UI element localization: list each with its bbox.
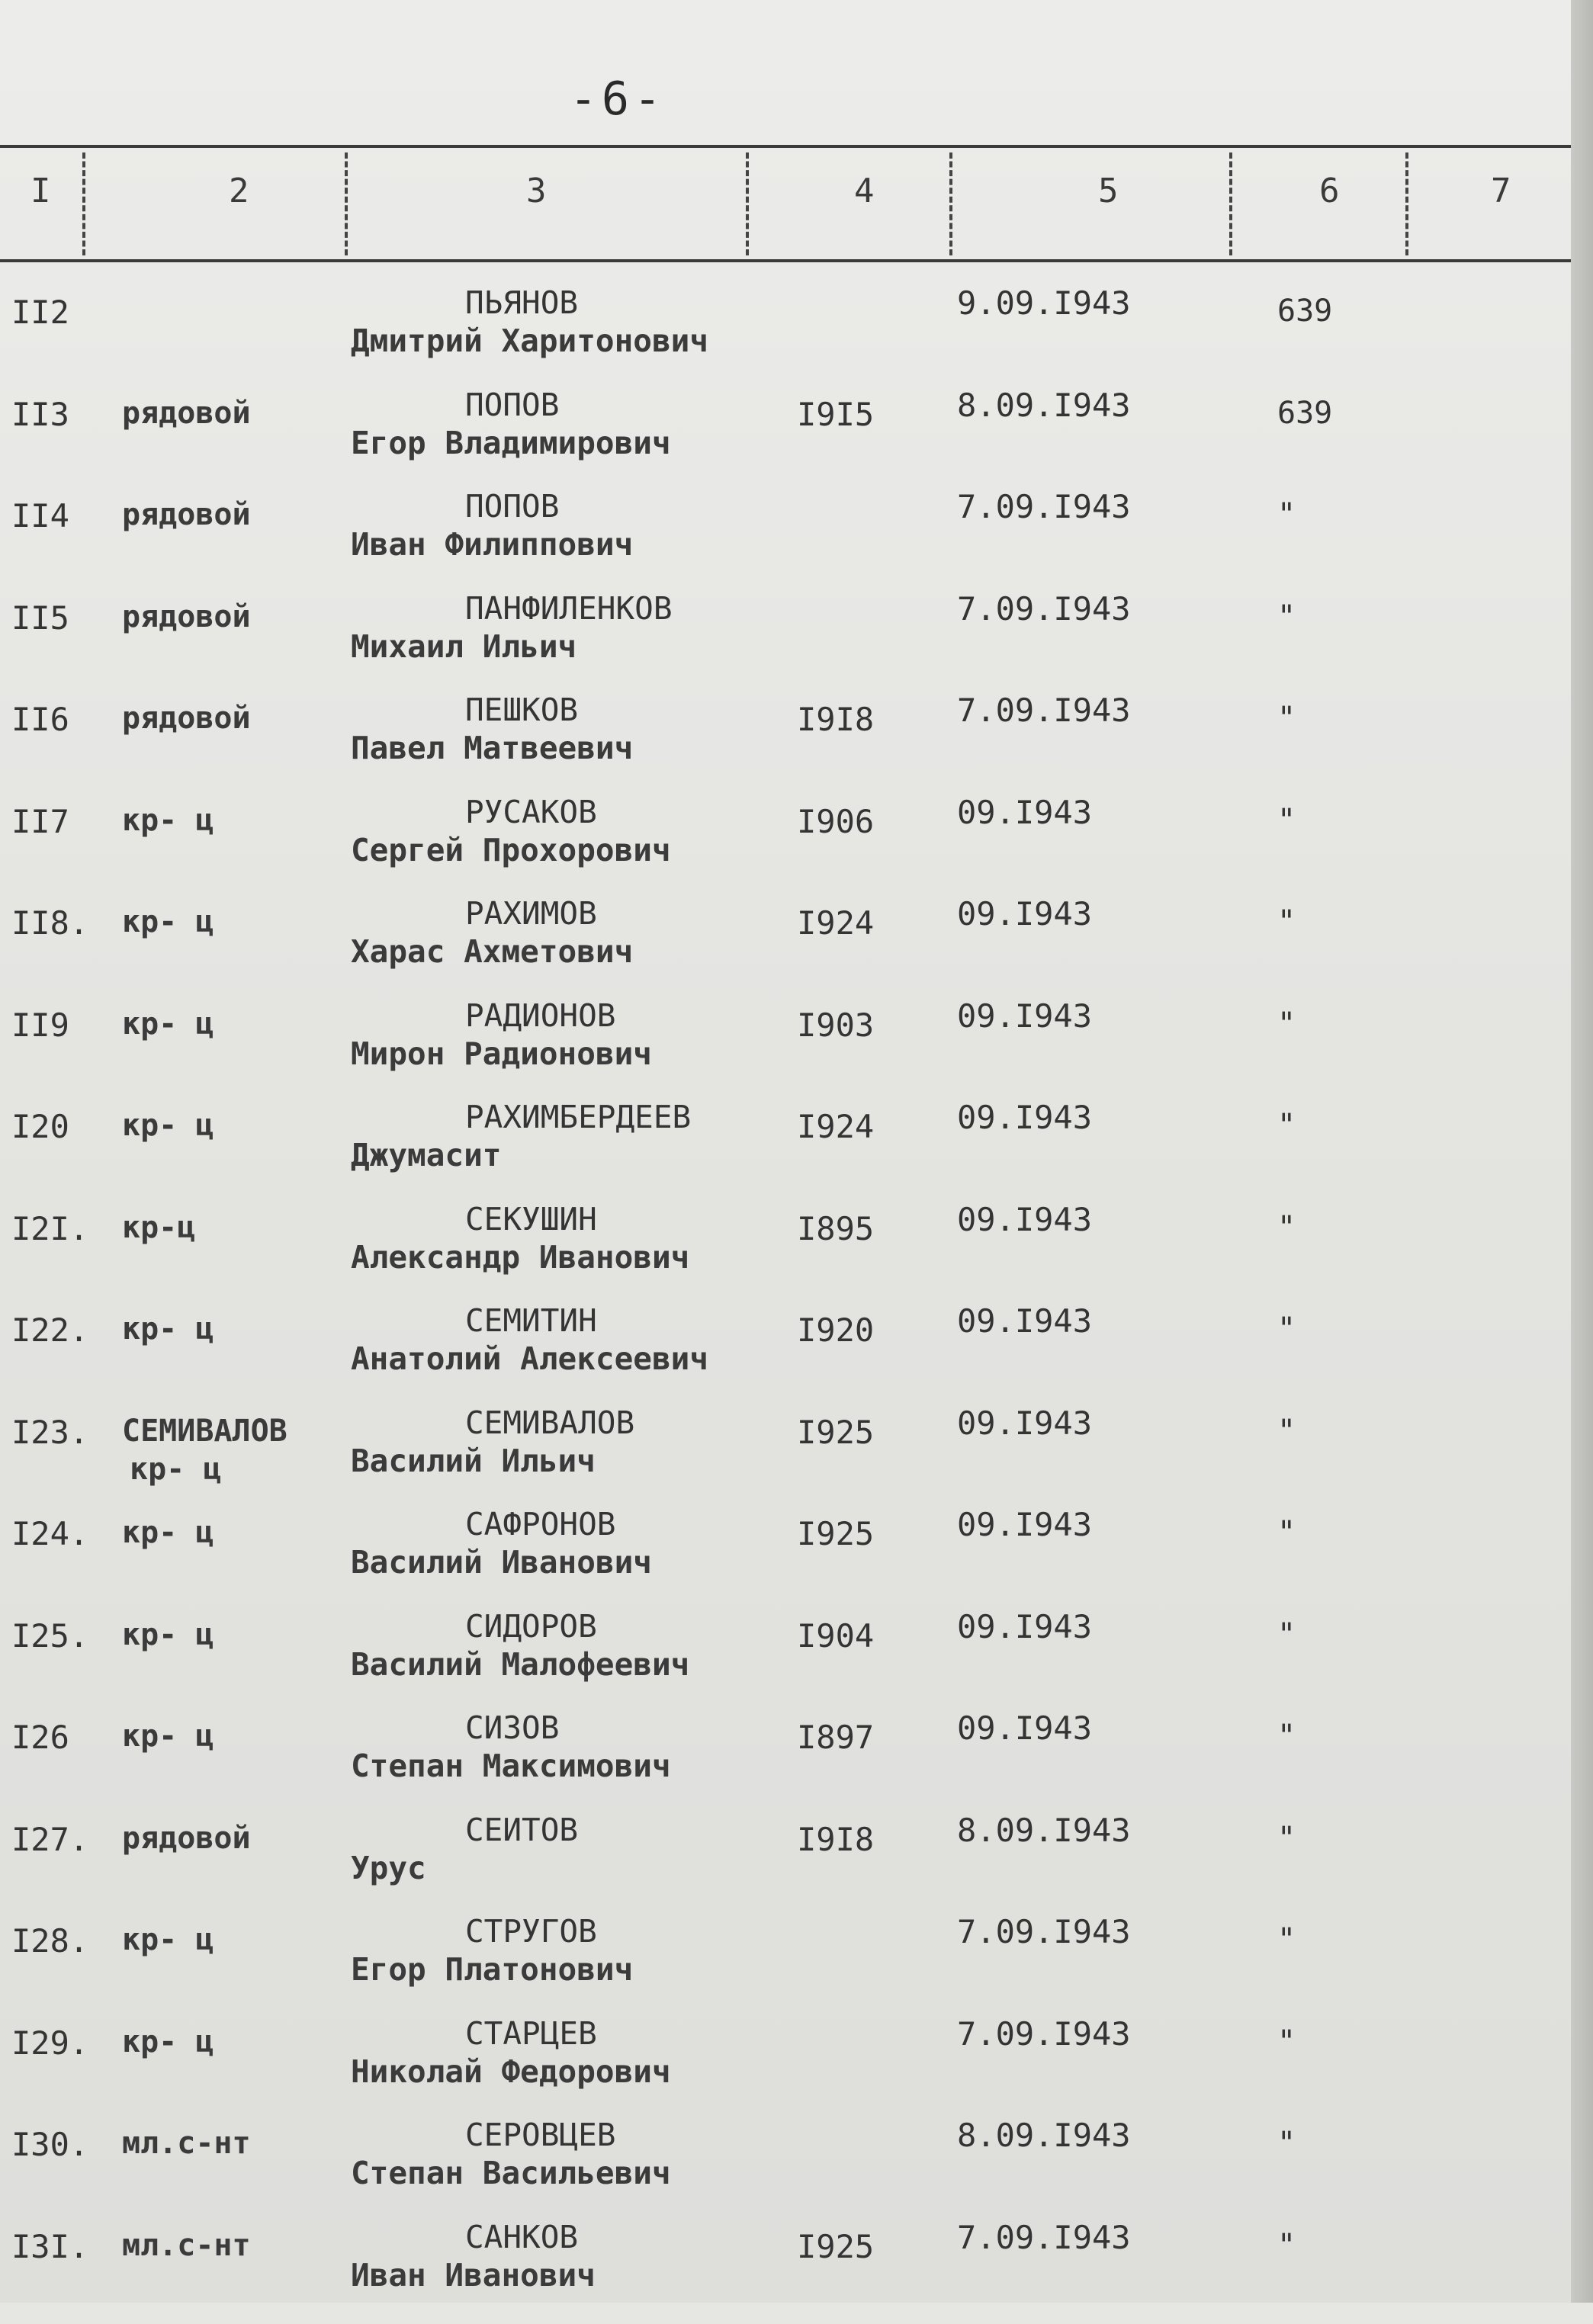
rank: СЕМИВАЛОВ [122,1413,287,1449]
death-date: 8.09.I943 [957,386,1131,424]
column-divider [345,152,348,255]
surname: СИЗОВ [465,1709,560,1746]
given-name: Николай Федорович [351,2053,671,2090]
row-number: II4 [11,497,69,534]
column-6-value: " [1277,599,1296,634]
rank: кр- ц [122,904,214,939]
column-header: 7 [1491,172,1511,210]
rank: кр-ц [122,1209,196,1245]
surname: ПЬЯНОВ [465,284,579,321]
death-date: 09.I943 [957,1506,1093,1543]
column-divider [82,152,85,255]
birth-year: I903 [797,1006,875,1044]
given-name: Урус [351,1849,426,1886]
birth-year: I925 [797,1515,875,1552]
surname: СЕРОВЦЕВ [465,2117,616,2153]
table-row [0,895,1571,1000]
surname: СЕИТОВ [465,1811,579,1848]
row-number: II9 [11,1006,69,1044]
table-row [0,997,1571,1103]
surname: ПОПОВ [465,488,560,525]
row-number: I24. [11,1515,89,1552]
surname: РАХИМБЕРДЕЕВ [465,1099,692,1135]
table-row [0,1302,1571,1408]
column-6-value: " [1277,1209,1296,1245]
death-date: 09.I943 [957,1200,1093,1238]
column-divider [1229,152,1232,255]
rank: кр- ц [122,1922,214,1957]
death-date: 09.I943 [957,793,1093,831]
row-number: II8. [11,904,89,942]
birth-year: I9I8 [797,701,875,738]
column-6-value: " [1277,1922,1296,1957]
column-6-value: " [1277,1616,1296,1652]
row-number: I27. [11,1820,89,1858]
column-divider [1405,152,1408,255]
surname: СЕМИТИН [465,1302,597,1339]
given-name: Дмитрий Харитонович [351,323,708,359]
row-number: I28. [11,1922,89,1960]
given-name: Анатолий Алексеевич [351,1340,708,1377]
table-row [0,1099,1571,1204]
table-row [0,1404,1571,1510]
column-6-value: 639 [1277,294,1333,329]
row-number: I3I. [11,2227,89,2265]
death-date: 9.09.I943 [957,284,1131,322]
column-6-value: " [1277,904,1296,939]
column-6-value: " [1277,1515,1296,1550]
rank: кр- ц [122,1311,214,1347]
given-name: Василий Иванович [351,1544,652,1581]
table-row [0,386,1571,492]
rank: рядовой [122,701,251,736]
surname: РУСАКОВ [465,793,597,830]
table-row [0,589,1571,695]
given-name: Иван Филиппович [351,526,634,563]
death-date: 09.I943 [957,1404,1093,1442]
birth-year: I895 [797,1209,875,1247]
row-number: I30. [11,2126,89,2163]
row-number: II5 [11,599,69,637]
column-header: 6 [1319,172,1340,210]
surname: СЕКУШИН [465,1200,597,1237]
birth-year: I9I5 [797,395,875,433]
column-6-value: " [1277,1719,1296,1754]
death-date: 7.09.I943 [957,692,1131,729]
birth-year: I925 [797,2227,875,2265]
column-divider [746,152,749,255]
table-row [0,793,1571,899]
surname: САФРОНОВ [465,1506,616,1542]
birth-year: I904 [797,1616,875,1655]
given-name: Павел Матвеевич [351,730,634,766]
birth-year: I906 [797,802,875,840]
column-6-value: " [1277,1311,1296,1347]
given-name: Василий Ильич [351,1442,596,1479]
death-date: 09.I943 [957,895,1093,932]
birth-year: I924 [797,904,875,942]
row-number: I25. [11,1616,89,1655]
column-6-value: " [1277,1820,1296,1856]
rank: мл.с-нт [122,2227,251,2263]
death-date: 7.09.I943 [957,2218,1131,2256]
given-name: Степан Максимович [351,1748,671,1784]
given-name: Михаил Ильич [351,628,577,665]
given-name: Егор Владимирович [351,424,671,461]
surname: САНКОВ [465,2218,579,2255]
page-number: -6- [569,72,666,126]
row-number: I2I. [11,1209,89,1247]
birth-year: I9I8 [797,1820,875,1858]
rank-line-2: кр- ц [130,1451,222,1487]
death-date: 09.I943 [957,1607,1093,1645]
row-number: II2 [11,294,69,331]
rank: мл.с-нт [122,2126,251,2161]
rank: кр- ц [122,1108,214,1143]
table-row [0,692,1571,797]
column-header: 2 [229,172,249,210]
death-date: 7.09.I943 [957,2014,1131,2053]
surname: СТРУГОВ [465,1913,597,1950]
row-number: I22. [11,1311,89,1349]
row-number: I29. [11,2024,89,2062]
surname: СИДОРОВ [465,1607,597,1645]
given-name: Джумасит [351,1137,502,1173]
table-row [0,488,1571,593]
table-row [0,2014,1571,2120]
given-name: Егор Платонович [351,1951,634,1988]
birth-year: I897 [797,1719,875,1756]
rank: кр- ц [122,1719,214,1754]
surname: СЕМИВАЛОВ [465,1404,635,1441]
rank: кр- ц [122,1515,214,1550]
column-6-value: " [1277,2227,1296,2263]
binding-edge [1571,0,1593,2303]
row-number: II3 [11,395,69,433]
surname: ПОПОВ [465,386,560,423]
given-name: Александр Иванович [351,1238,690,1276]
table-row [0,284,1571,390]
death-date: 09.I943 [957,997,1093,1035]
death-date: 7.09.I943 [957,589,1131,628]
header-bottom-rule [0,259,1571,262]
surname: СТАРЦЕВ [465,2014,597,2052]
row-number: II7 [11,802,69,840]
column-6-value: " [1277,1413,1296,1449]
given-name: Степан Васильевич [351,2155,671,2191]
column-header: 3 [526,172,547,210]
rank: рядовой [122,497,251,532]
death-date: 7.09.I943 [957,1913,1131,1950]
column-6-value: " [1277,1006,1296,1042]
column-header: I [31,172,51,210]
header-top-rule [0,145,1571,148]
death-date: 8.09.I943 [957,2117,1131,2154]
given-name: Мирон Радионович [351,1035,652,1072]
given-name: Харас Ахметович [351,933,634,970]
column-6-value: " [1277,2126,1296,2161]
given-name: Сергей Прохорович [351,831,671,868]
table-row [0,2117,1571,2222]
column-6-value: " [1277,701,1296,736]
rank: кр- ц [122,802,214,838]
surname: РАДИОНОВ [465,997,616,1034]
column-divider [949,152,952,255]
birth-year: I924 [797,1108,875,1145]
birth-year: I920 [797,1311,875,1349]
table-row [0,1607,1571,1713]
table-row [0,2218,1571,2324]
table-row [0,1506,1571,1611]
column-6-value: " [1277,802,1296,838]
rank: рядовой [122,599,251,634]
table-row [0,1200,1571,1306]
death-date: 09.I943 [957,1099,1093,1136]
given-name: Иван Иванович [351,2256,596,2294]
death-date: 09.I943 [957,1302,1093,1340]
column-6-value: 639 [1277,395,1333,431]
death-date: 8.09.I943 [957,1811,1131,1849]
given-name: Василий Малофеевич [351,1645,690,1683]
surname: ПЕШКОВ [465,692,579,728]
table-row [0,1709,1571,1815]
rank: кр- ц [122,2024,214,2059]
rank: рядовой [122,1820,251,1856]
row-number: I26 [11,1719,69,1756]
rank: рядовой [122,395,251,431]
rank: кр- ц [122,1006,214,1042]
death-date: 09.I943 [957,1709,1093,1747]
surname: ПАНФИЛЕНКОВ [465,589,673,627]
column-6-value: " [1277,2024,1296,2059]
column-6-value: " [1277,497,1296,532]
birth-year: I925 [797,1413,875,1451]
column-header: 5 [1098,172,1119,210]
row-number: I20 [11,1108,69,1145]
table-row [0,1811,1571,1917]
surname: РАХИМОВ [465,895,597,932]
row-number: I23. [11,1413,89,1451]
column-header: 4 [854,172,875,210]
table-row [0,1913,1571,2018]
row-number: II6 [11,701,69,738]
death-date: 7.09.I943 [957,488,1131,525]
rank: кр- ц [122,1616,214,1652]
column-6-value: " [1277,1108,1296,1143]
